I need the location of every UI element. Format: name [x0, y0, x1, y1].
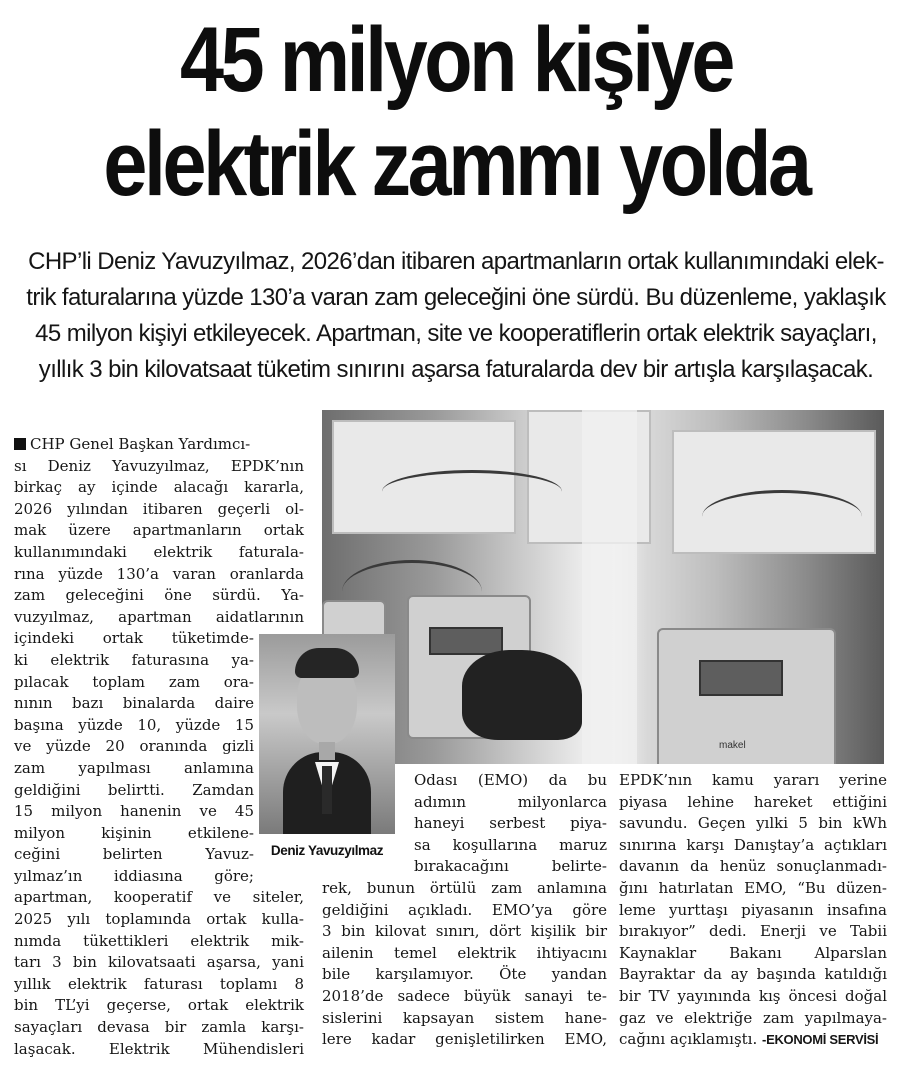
body-line: ki elektrik faturasına ya-: [14, 650, 254, 669]
body-line: 3 bin kilovat sınırı, dört kişilik bir: [322, 922, 607, 941]
body-line: haneyi serbest piya-: [414, 814, 607, 833]
body-line: rına yüzde 130’a varan oranlarda: [14, 564, 304, 583]
body-line: geldiğini belirtti. Zamdan: [14, 780, 254, 799]
body-line: mak üzere apartmanların ortak: [14, 521, 304, 540]
body-line: Bayraktar da ay başında katıldığı: [619, 965, 887, 984]
body-line: yılmaz’ın iddiasına göre;: [14, 866, 254, 885]
headline-line-1: 45 milyon kişiye: [180, 9, 732, 111]
body-line: rek, bunun örtülü zam anlamına: [322, 878, 607, 897]
body-line: gaz ve elektriğe zam yapılmaya-: [619, 1008, 887, 1027]
body-line: cağını açıklamıştı. -EKONOMİ SERVİSİ: [619, 1030, 879, 1049]
body-line: vuzyılmaz, apartman aidatlarının: [14, 607, 304, 626]
byline: -EKONOMİ SERVİSİ: [762, 1032, 879, 1048]
body-line: ğını hatırlatan EMO, “Bu düzen-: [619, 878, 887, 897]
body-line: başına yüzde 10, yüzde 15: [14, 715, 254, 734]
body-line: bile karşılamıyor. Öte yandan: [322, 965, 607, 984]
lead-paragraph: [14, 244, 898, 388]
meter-brand-label: makel: [719, 740, 746, 751]
body-line: lere kadar genişletilirken EMO,: [322, 1030, 607, 1049]
body-line: sa koşullarına maruz: [414, 835, 607, 854]
body-line: leme yurttaşı piyasanın insafına: [619, 900, 887, 919]
body-line: zam yapılması anlamına: [14, 758, 254, 777]
body-line: nımda tükettikleri elektrik mik-: [14, 931, 304, 950]
body-line: CHP Genel Başkan Yardımcı-: [14, 434, 304, 456]
body-line: sı Deniz Yavuzyılmaz, EPDK’nın: [14, 456, 304, 475]
electric-meters-photo: [322, 410, 884, 764]
body-line: Odası (EMO) da bu: [414, 771, 607, 789]
lead-line: 45 milyon kişiyi etkileyecek. Apartman, site ve kooperatiflerin ortak elektrik sayaçları,: [35, 320, 877, 347]
body-line: piyasa lehine hareket ettiğini: [619, 792, 887, 811]
body-line: bin TL’yi geçerse, ortak elektrik: [14, 996, 304, 1015]
lead-line: CHP’li Deniz Yavuzyılmaz, 2026’dan itibaren apartmanların ortak kullanımındaki elek-: [28, 248, 884, 275]
body-line: adımın milyonlarca: [414, 792, 607, 811]
body-line: geldiğini açıkladı. EMO’ya göre: [322, 900, 607, 919]
body-line: laşacak. Elektrik Mühendisleri: [14, 1039, 304, 1058]
body-column-3: [619, 770, 887, 1051]
body-line: sınırına karşı Danıştay’a açtıkları: [619, 835, 887, 854]
body-line: davanın da henüz sonuçlanmadı-: [619, 857, 887, 876]
body-line: 2025 yılı toplamında ortak kulla-: [14, 910, 304, 929]
body-line: ceğini belirten Yavuz-: [14, 845, 254, 864]
body-column-2: [322, 770, 607, 1051]
body-column-1: [14, 434, 304, 1060]
body-line: savundu. Geçen yılki 5 bin kWh: [619, 814, 887, 833]
body-line: kullanımındaki elektrik faturala-: [14, 542, 304, 561]
body-line: apartman, kooperatif ve siteler,: [14, 888, 304, 907]
body-line: ailenin temel elektrik ihtiyacını: [322, 943, 607, 962]
body-line: bir TV yayınında kış öncesi doğal: [619, 986, 887, 1005]
body-line: 2018’de sadece büyük sanayi te-: [322, 986, 607, 1005]
body-line: tarı 3 bin kilovatsaati aşarsa, yani: [14, 953, 304, 972]
body-line: EPDK’nın kamu yararı yerine: [619, 771, 887, 789]
body-line: bırakacağını belirte-: [414, 857, 607, 876]
body-line: pılacak toplam zam ora-: [14, 672, 254, 691]
body-line: 15 milyon hanenin ve 45: [14, 802, 254, 821]
body-line: bırakıyor” dedi. Enerji ve Tabii: [619, 922, 887, 941]
headline: [64, 8, 848, 216]
body-line: nının bazı binalarda daire: [14, 694, 254, 713]
body-line: sislerini kapsayan sistem hane-: [322, 1008, 607, 1027]
lead-line: trik faturalarına yüzde 130’a varan zam geleceğini öne sürdü. Bu düzenleme, yaklaşık: [26, 284, 886, 311]
body-line: 2026 yılından itibaren geçerli ol-: [14, 499, 304, 518]
body-line: yıllık elektrik faturası toplamı 8: [14, 974, 304, 993]
lead-line: yıllık 3 bin kilovatsaat tüketim sınırını aşarsa faturalarda dev bir artışla karşılaşacak.: [38, 356, 874, 383]
headline-line-2: elektrik zammı yolda: [103, 113, 809, 215]
body-line: içindeki ortak tüketimde-: [14, 629, 254, 648]
body-line: ve yüzde 20 oranında gizli: [14, 737, 254, 756]
paragraph-marker-icon: [14, 438, 26, 450]
body-line: Kaynaklar Bakanı Alparslan: [619, 943, 887, 962]
body-line: sayaçları devasa bir zamla karşı-: [14, 1018, 304, 1037]
body-line: milyon kişinin etkilene-: [14, 823, 254, 842]
body-line: zam geleceğini öne sürdü. Ya-: [14, 586, 304, 605]
photo-caption: Deniz Yavuzyılmaz: [259, 834, 395, 868]
body-line: birkaç ay içinde alacağı kararla,: [14, 478, 304, 497]
